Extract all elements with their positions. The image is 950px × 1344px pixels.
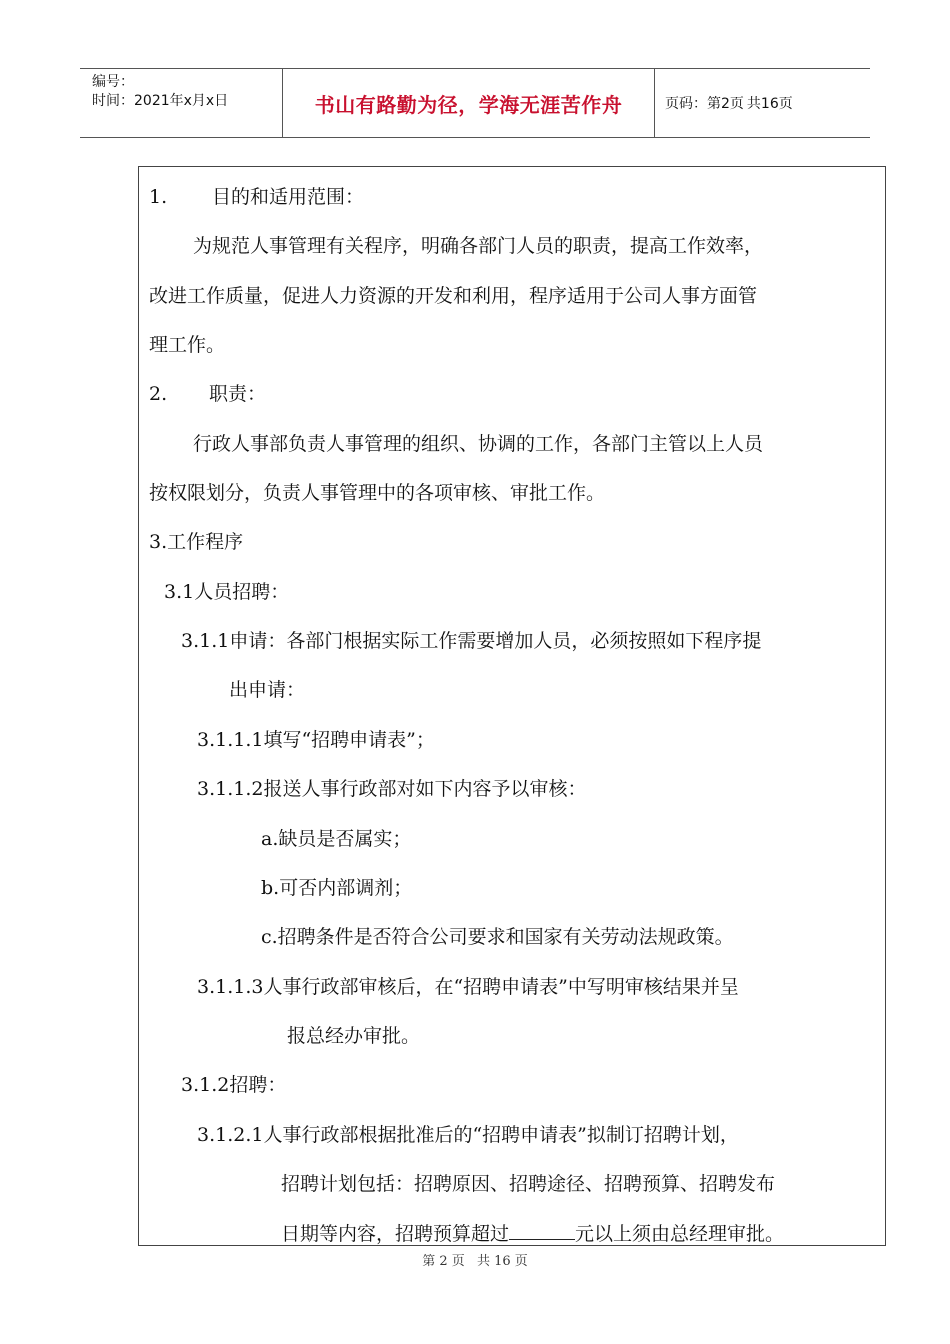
budget-amount-blank [509, 1221, 575, 1240]
section-1-number: 1. [149, 186, 168, 208]
section-3-1-1-1: 3.1.1.1填写“招聘申请表”； [197, 729, 435, 751]
section-2-paragraph-line-1: 行政人事部负责人事管理的组织、协调的工作，各部门主管以上人员 [193, 433, 764, 455]
section-3-1-title: 3.1人员招聘： [164, 581, 290, 603]
list-item-a: a.缺员是否属实； [261, 828, 412, 850]
page-header [80, 68, 870, 138]
header-motto: 书山有路勤为径，学海无涯苦作舟 [283, 69, 655, 137]
header-page-total: 共16页 [746, 96, 793, 112]
footer-page-total: 共 16 页 [476, 1254, 528, 1269]
section-2-number: 2. [149, 383, 168, 405]
section-3-1-2-1-line-1: 3.1.2.1人事行政部根据批准后的“招聘申请表”拟制订招聘计划， [197, 1124, 739, 1146]
section-3-1-1-2: 3.1.1.2报送人事行政部对如下内容予以审核： [197, 778, 587, 800]
budget-text-after: 元以上须由总经理审批。 [575, 1223, 785, 1245]
section-3-1-2-1-line-3 [281, 1221, 784, 1246]
section-1-paragraph-line-3: 理工作。 [149, 334, 226, 356]
list-item-b: b.可否内部调剂； [261, 877, 413, 899]
document-date-label: 时间：2021年x月x日 [92, 93, 229, 109]
footer-page-number: 第 2 页 [422, 1254, 465, 1269]
section-3-1-1-3-line-1: 3.1.1.3人事行政部审核后，在“招聘申请表”中写明审核结果并呈 [197, 976, 739, 998]
page-footer [0, 1250, 950, 1269]
header-meta [80, 69, 283, 137]
header-page-info [655, 69, 870, 137]
content-frame [138, 166, 886, 1246]
section-2-title: 职责： [209, 383, 267, 405]
section-3-1-1-3-line-2: 报总经办审批。 [287, 1025, 421, 1047]
header-page-number: 页码：第2页 [665, 96, 744, 112]
budget-text-before: 日期等内容，招聘预算超过 [281, 1223, 510, 1245]
section-3-1-1-line-1: 3.1.1申请：各部门根据实际工作需要增加人员，必须按照如下程序提 [181, 630, 762, 652]
section-2-paragraph-line-2: 按权限划分，负责人事管理中的各项审核、审批工作。 [149, 482, 606, 504]
section-1-paragraph-line-1: 为规范人事管理有关程序，明确各部门人员的职责，提高工作效率， [193, 235, 764, 257]
section-3-1-2-1-line-2: 招聘计划包括：招聘原因、招聘途径、招聘预算、招聘发布 [281, 1173, 776, 1195]
section-3-1-1-line-2: 出申请： [229, 679, 306, 701]
document-number-label: 编号： [92, 74, 134, 90]
list-item-c: c.招聘条件是否符合公司要求和国家有关劳动法规政策。 [261, 926, 734, 948]
section-1-title: 目的和适用范围： [212, 186, 365, 208]
section-1-paragraph-line-2: 改进工作质量，促进人力资源的开发和利用，程序适用于公司人事方面管 [149, 285, 758, 307]
section-3-1-2-title: 3.1.2招聘： [181, 1074, 287, 1096]
section-3-title: 3.工作程序 [149, 531, 244, 553]
